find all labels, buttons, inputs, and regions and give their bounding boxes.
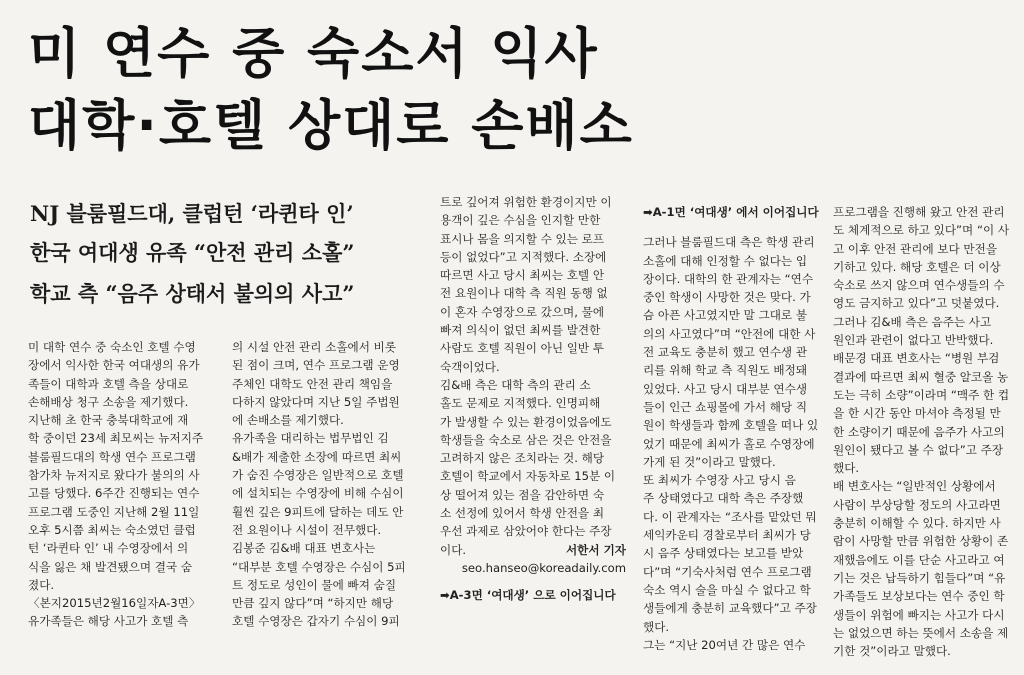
text-line: 된 점이 크며, 연수 프로그램 운영 [232,358,400,373]
text-line: 숙소로 쓰지 않으며 연수생들의 수 [833,278,1005,293]
subheadline-2: 한국 여대생 유족 “안전 관리 소홀” [30,240,355,265]
text-line: 김봉준 김&배 대표 변호사는 [232,541,376,556]
text-line: “대부분 호텔 수영장은 수심이 5피 [232,559,406,574]
text-line: 주 상태였다고 대학 측은 주장했 [643,491,804,506]
text-line: 영도 금지하고 있다”고 덧붙였다. [833,296,1000,311]
text-line: 기하고 있다. 해당 호텔은 더 이상 [833,259,1001,274]
text-line: 다. 이 관계자는 “조사를 맡았던 뭐 [643,509,817,524]
text-line: &배가 제출한 소장에 따르면 최씨 [232,449,402,464]
text-line: 식을 잃은 채 발견됐으며 결국 숨 [28,559,193,574]
text-line: 가족들도 보상보다는 연수 중인 학 [833,589,1005,604]
reference-note: 〈본지2015년2월16일자A-3면〉 [28,596,201,611]
text-line: 있었다. 사고 당시 대부분 연수생 [643,381,808,396]
text-line: 고 이후 안전 관리에 보다 만전을 [833,241,998,256]
text-line: 프로그램 도중인 지난해 2월 11일 [28,504,200,519]
text-line: 고려하지 않은 조치라는 것. 해당 [440,451,605,466]
text-line: 원인과 관련이 없다고 반박했다. [833,333,994,348]
text-line: 중인 학생이 사망한 것은 맞다. 가 [643,290,811,305]
text-line: 생들에게 충분히 교육했다”고 주장 [643,601,817,616]
text-line: 결과에 따르면 최씨 혈중 알코올 농 [833,369,1009,384]
text-line: 다”며 “기숙사처럼 연수 프로그램 [643,564,812,579]
text-line: 들이 인근 쇼핑몰에 가서 해당 직 [643,399,808,414]
text-line: 블룸필드대의 학생 연수 프로그램 [28,449,196,464]
text-line: 사람이 부상당할 정도의 사고라면 [833,497,1001,512]
text-line: 호텔이 학교에서 자동차로 15분 이 [440,469,616,484]
text-line: 장에서 익사한 한국 여대생의 유가 [28,358,200,373]
text-line: 다하지 않았다며 지난 5일 주법원 [232,394,400,409]
text-line: 슴 아픈 사고였지만 말 그대로 불 [643,308,808,323]
text-line: 장이다. 대학의 한 관계자는 “연수 [643,271,814,286]
text-line: 프로그램을 진행해 왔고 안전 관리 [833,205,1005,219]
text-line: 유가족을 대리하는 법무법인 김 [232,431,389,446]
text-line: 생들이 위험에 빠지는 사고가 다시 [833,607,1005,622]
text-line: 또 최씨가 수영장 사고 당시 음 [643,473,796,488]
text-line: 는 없었으면 하는 뜻에서 소송을 제 [833,625,1009,640]
text-line: 김&배 측은 대학 측의 관리 소 [440,377,591,392]
text-line: 가 발생할 수 있는 환경이었음에도 [440,414,612,429]
text-line: 용객이 깊은 수심을 인지할 만한 [440,213,601,228]
text-line: 턴 ‘라퀸타 인’ 내 수영장에서 의 [28,541,189,556]
text-line: 원인이 됐다고 볼 수 없다”고 주장 [833,442,1004,457]
text-line: 지난해 초 한국 충북대학교에 재 [28,413,189,428]
text-line: 한 소량이기 때문에 음주가 사고의 [833,424,1005,439]
text-line: 상 떨어져 있는 점을 감안하면 숙 [440,487,605,502]
continued-from-link[interactable]: ➡A-1면 ‘여대생’ 에서 이어집니다 [643,205,819,219]
text-line: 이 혼자 수영장으로 갔으며, 물에 [440,304,605,319]
text-line: 우선 과제로 삼았어야 한다는 주장 [440,524,612,539]
text-line: 유가족들은 해당 사고가 호텔 측 [28,614,189,629]
text-line: 전 교육도 충분히 했고 연수생 관 [643,345,808,360]
reporter-byline: 서한서 기자 [565,542,626,557]
text-line: 전 요원이나 대학 측 직원 동행 없 [440,286,608,301]
text-line: 람이 사망할 만큼 위험한 상황이 존 [833,534,1009,549]
text-line: 했다. [833,461,860,476]
text-line: 에 설치되는 수영장에 비해 수심이 [232,486,404,501]
text-line: 했다. [643,619,670,634]
text-line: 트 정도로 성인이 물에 빠져 숨질 [232,577,397,592]
text-line: 따르면 사고 당시 최씨는 호텔 안 [440,268,605,283]
headline-line-2: 대학·호텔 상대로 손배소 [28,94,634,157]
text-line: 숙소 역시 술을 마실 수 없다고 학 [643,582,811,597]
text-line: 주체인 대학도 안전 관리 책임을 [232,376,393,391]
text-line: 홀도 문제로 지적했다. 인명피해 [440,396,601,411]
text-line: 원이 학생들과 함께 호텔을 떠나 있 [643,418,819,433]
subheadline-3: 학교 측 “음주 상태서 불의의 사고” [30,281,355,306]
text-line: 학생들을 숙소로 삼은 것은 안전을 [440,432,612,447]
text-line: 숙객이었다. [440,359,500,374]
text-line: 의의 사고였다”며 “안전에 대한 사 [643,326,816,341]
text-line: 소 선정에 있어서 학생 안전을 최 [440,506,605,521]
continued-on-link[interactable]: ➡A-3면 ‘여대생’ 으로 이어집니다 [440,587,616,602]
text-line: 그러나 블룸필드대 측은 학생 관리 [643,235,815,250]
text-line: 었기 때문에 최씨가 홀로 수영장에 [643,436,815,451]
article-column-5 [833,203,1016,673]
text-line: 트로 깊어져 위험한 환경이지만 이 [440,195,612,209]
text-line: 학 중이던 23세 최모씨는 뉴저지주 [28,431,204,446]
text-line: 세익카운티 경찰로부터 최씨가 당 [643,528,811,543]
headline-line-1: 미 연수 중 숙소서 익사 [28,22,599,85]
reporter-email: seo.hanseo@koreadaily.com [461,561,626,576]
text-line: 배문경 대표 변호사는 “병원 부검 [833,351,1000,366]
text-line: 이다. [440,542,467,557]
text-line: 리를 위해 학교 측 직원도 배정돼 [643,363,808,378]
text-line: 만큼 깊지 않다”며 “하지만 해당 [232,596,394,611]
text-line: 가게 된 것”이라고 말했다. [643,454,776,469]
text-line: 그러나 김&배 측은 음주는 사고 [833,314,992,329]
article-column-1 [28,338,221,673]
text-line: 소홀에 대해 인정할 수 없다는 입 [643,253,808,268]
text-line: 충분히 이해할 수 있다. 하지만 사 [833,516,1001,531]
subheadline-1: NJ 블룸필드대, 클럽턴 ‘라퀸타 인’ [30,201,354,226]
text-line: 배 변호사는 “일반적인 상황에서 [833,479,996,494]
text-line: 빠져 의식이 없던 최씨를 발견한 [440,323,601,338]
text-line: 참가차 뉴저지로 왔다가 불의의 사 [28,468,200,483]
text-line: 을 한 시간 동안 마셔야 측정될 만 [833,406,1001,421]
text-line: 기한 것”이라고 말했다. [833,644,951,659]
text-line: 표시나 몸을 의지할 수 있는 로프 [440,231,605,246]
text-line: 전 요원이나 시설이 전무했다. [232,522,382,537]
text-line: 시 음주 상태였다는 보고를 받았 [643,546,804,561]
text-line: 에 손배소를 제기했다. [232,413,344,428]
text-line: 족들이 대학과 호텔 측을 상대로 [28,376,189,391]
text-line: 미 대학 연수 중 숙소인 호텔 수영 [28,340,196,354]
text-line: 호텔 수영장은 갑자기 수심이 9피 [232,614,400,629]
text-line: 도 체계적으로 하고 있다”며 “이 사 [833,223,1010,238]
text-line: 사람도 호텔 직원이 아닌 일반 투 [440,341,605,356]
text-line: 가 숨진 수영장은 일반적으로 호텔 [232,468,404,483]
article-column-2 [232,338,425,673]
article-column-4 [643,203,819,673]
text-line: 기는 것은 납득하기 힘들다”며 “유 [833,570,1006,585]
text-line: 졌다. [28,577,55,592]
text-line: 오후 5시쯤 최씨는 숙소였던 클럽 [28,522,196,537]
text-line: 등이 없었다”고 지적했다. 소장에 [440,249,607,264]
text-line: 도는 극히 소량”이라며 “맥주 한 컵 [833,387,1010,402]
text-line: 훨씬 깊은 9피트에 달하는 데도 안 [232,504,404,519]
text-line: 재했음에도 이를 단순 사고라고 여 [833,552,1005,567]
text-line: 그는 “지난 20여년 간 많은 연수 [643,637,806,652]
text-line: 고를 당했다. 6주간 진행되는 연수 [28,486,200,501]
article-column-3 [440,193,626,663]
text-line: 의 시설 안전 관리 소홀에서 비롯 [232,340,397,354]
text-line: 손해배상 청구 소송을 제기했다. [28,394,189,409]
